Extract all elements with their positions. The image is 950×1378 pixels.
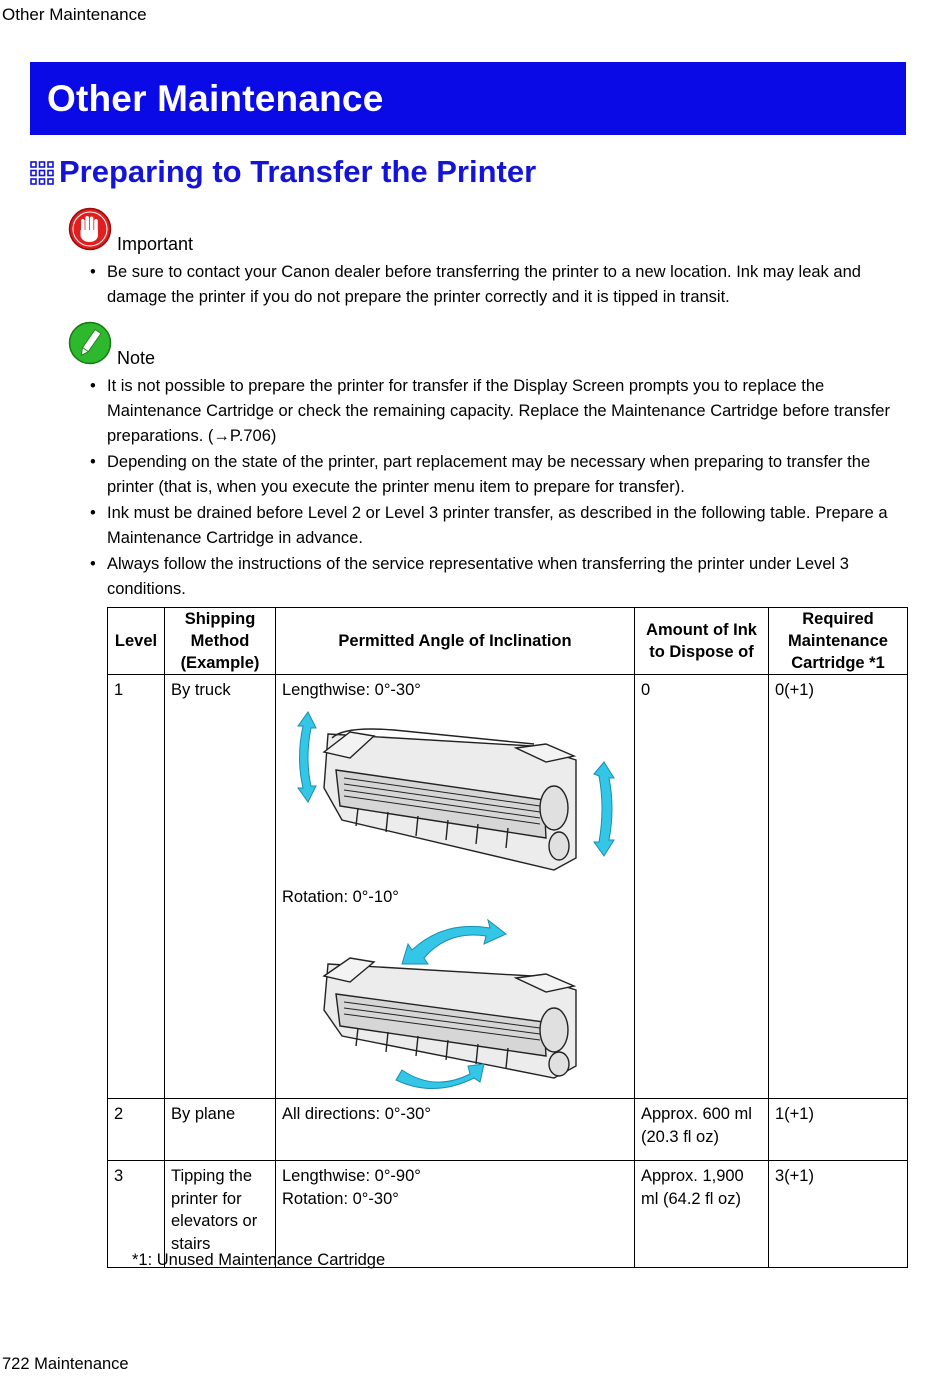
cell-method: Tipping the printer for elevators or stairs bbox=[165, 1161, 276, 1268]
list-item: • It is not possible to prepare the printer for transfer if the Display Screen prompts you to replace the Maintenance Cartridge or check the remaining capacity. Replace the Maintenance Cartridge before transfer preparations. (→P.706) bbox=[88, 374, 908, 449]
grid-icon bbox=[30, 161, 54, 185]
chapter-banner bbox=[30, 62, 906, 135]
cell-cartridge: 3(+1) bbox=[769, 1161, 908, 1268]
chapter-title: Other Maintenance bbox=[47, 77, 384, 119]
list-item: • Be sure to contact your Canon dealer before transferring the printer to a new location. Ink may leak and damage the printer if you do not prepare the printer correctly and it is tipped in transit. bbox=[88, 260, 908, 310]
page-footer: 722 Maintenance bbox=[2, 1355, 129, 1373]
transfer-level-table bbox=[107, 607, 908, 1268]
cell-angle: All directions: 0°-30° bbox=[276, 1099, 635, 1161]
tilt-arrow-left bbox=[298, 712, 316, 802]
note-list bbox=[88, 374, 908, 603]
table-row bbox=[108, 675, 908, 1099]
header-ink: Amount of Ink to Dispose of bbox=[635, 608, 769, 675]
section-title: Preparing to Transfer the Printer bbox=[59, 154, 537, 189]
rotate-arrow-top bbox=[402, 920, 506, 964]
important-callout bbox=[68, 207, 194, 254]
header-angle: Permitted Angle of Inclination bbox=[276, 608, 635, 675]
section-heading bbox=[30, 154, 536, 190]
cell-ink: Approx. 1,900 ml (64.2 fl oz) bbox=[635, 1161, 769, 1268]
table-header-row bbox=[108, 608, 908, 675]
note-callout bbox=[68, 321, 156, 368]
printer-image bbox=[324, 729, 576, 870]
printer-image bbox=[324, 958, 576, 1078]
pencil-icon bbox=[68, 321, 112, 365]
cell-method: By truck bbox=[165, 675, 276, 1099]
cell-angle bbox=[276, 675, 635, 1099]
cell-ink: Approx. 600 ml (20.3 fl oz) bbox=[635, 1099, 769, 1161]
cell-level: 2 bbox=[108, 1099, 165, 1161]
cell-level: 1 bbox=[108, 675, 165, 1099]
rotate-arrow-bottom bbox=[396, 1064, 484, 1089]
cell-ink: 0 bbox=[635, 675, 769, 1099]
printer-lengthwise-figure bbox=[284, 708, 624, 878]
header-level: Level bbox=[108, 608, 165, 675]
header-cartridge: Required Maintenance Cartridge *1 bbox=[769, 608, 908, 675]
running-header: Other Maintenance bbox=[2, 5, 147, 24]
cell-cartridge: 0(+1) bbox=[769, 675, 908, 1099]
stop-hand-icon bbox=[68, 207, 112, 251]
important-list bbox=[88, 260, 908, 311]
angle-lengthwise: Lengthwise: 0°-30° bbox=[282, 681, 421, 699]
table-footnote: *1: Unused Maintenance Cartridge bbox=[132, 1251, 386, 1269]
table-row bbox=[108, 1099, 908, 1161]
cell-method: By plane bbox=[165, 1099, 276, 1161]
list-item: • Depending on the state of the printer, part replacement may be necessary when preparing to transfer the printer (that is, when you execute the printer menu item to prepare for transfer). bbox=[88, 450, 908, 500]
header-method: Shipping Method (Example) bbox=[165, 608, 276, 675]
printer-rotation-figure bbox=[284, 914, 624, 1094]
list-item: • Ink must be drained before Level 2 or Level 3 printer transfer, as described in the following table. Prepare a Maintenance Cartridge in advance. bbox=[88, 501, 908, 551]
cell-angle: Lengthwise: 0°-90° Rotation: 0°-30° bbox=[276, 1161, 635, 1268]
tilt-arrow-right bbox=[594, 762, 614, 856]
important-label: Important bbox=[117, 234, 194, 254]
list-item: • Always follow the instructions of the service representative when transferring the printer under Level 3 conditions. bbox=[88, 552, 908, 602]
angle-rotation: Rotation: 0°-10° bbox=[282, 887, 399, 906]
note-label: Note bbox=[117, 348, 156, 368]
cell-level: 3 bbox=[108, 1161, 165, 1268]
cell-cartridge: 1(+1) bbox=[769, 1099, 908, 1161]
